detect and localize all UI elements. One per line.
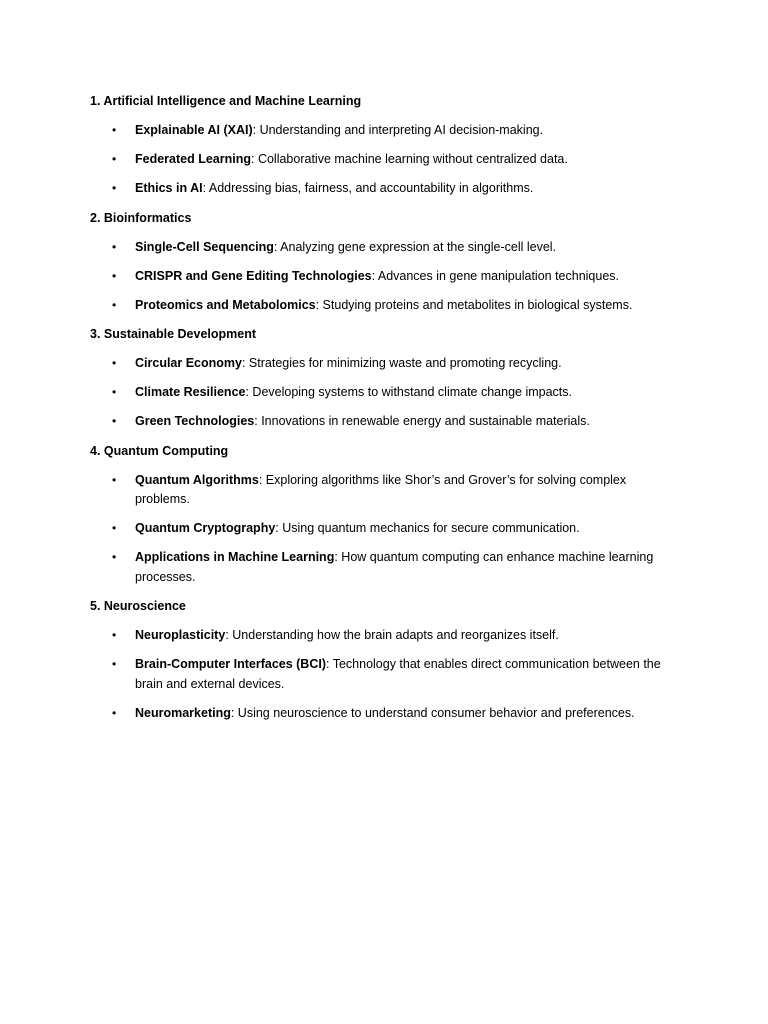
bullet-icon: • (112, 268, 117, 283)
list-item (90, 704, 680, 724)
list-item (90, 383, 680, 403)
list-item (90, 296, 680, 316)
item-description: : Strategies for minimizing waste and promoting recycling. (241, 356, 562, 370)
item-description: : Understanding and interpreting AI decision-making. (252, 123, 544, 137)
item-term: Brain-Computer Interfaces (BCI) (135, 657, 326, 671)
item-term: Single-Cell Sequencing (135, 239, 274, 254)
bullet-list (90, 121, 680, 199)
item-description: : Addressing bias, fairness, and accountability in algorithms. (202, 181, 534, 195)
bullet-icon: • (112, 239, 117, 254)
list-item (90, 412, 680, 432)
bullet-icon: • (112, 705, 117, 720)
bullet-icon: • (112, 657, 117, 671)
item-term: Proteomics and Metabolomics (135, 297, 316, 312)
bullet-icon: • (112, 550, 117, 564)
item-term: Neuromarketing (135, 705, 231, 720)
section-heading: 2. Bioinformatics (90, 210, 192, 225)
item-term: Federated Learning (135, 152, 251, 166)
bullet-icon: • (112, 152, 117, 166)
list-item (90, 519, 680, 539)
bullet-icon: • (112, 356, 117, 370)
item-description: : Advances in gene manipulation techniques. (371, 268, 620, 283)
item-description: : Innovations in renewable energy and sustainable materials. (254, 414, 590, 428)
section-heading: 4. Quantum Computing (90, 443, 229, 458)
list-item (90, 471, 680, 510)
bullet-icon: • (112, 521, 117, 535)
item-description: : Using quantum mechanics for secure communication. (275, 521, 580, 535)
item-term: Quantum Algorithms (135, 472, 259, 487)
item-description: : Using neuroscience to understand consumer behavior and preferences. (230, 705, 635, 720)
list-item (90, 626, 680, 646)
item-description: : Understanding how the brain adapts and reorganizes itself. (225, 628, 559, 642)
list-item (90, 655, 680, 694)
document-body (90, 92, 680, 733)
bullet-list (90, 471, 680, 588)
bullet-icon: • (112, 628, 117, 642)
item-description: : Technology that enables direct communication between the brain and external devices. (135, 657, 661, 691)
item-term: Climate Resilience (135, 385, 246, 399)
list-item (90, 121, 680, 141)
item-term: CRISPR and Gene Editing Technologies (135, 268, 372, 283)
item-description: : Studying proteins and metabolites in biological systems. (315, 297, 633, 312)
item-term: Circular Economy (135, 356, 242, 370)
list-item (90, 267, 680, 287)
bullet-list (90, 238, 680, 316)
list-item (90, 548, 680, 587)
item-term: Green Technologies (135, 414, 255, 428)
list-item (90, 354, 680, 374)
bullet-icon: • (112, 123, 117, 137)
item-term: Explainable AI (XAI) (135, 123, 253, 137)
list-item (90, 150, 680, 170)
section-heading: 3. Sustainable Development (90, 327, 257, 341)
item-term: Ethics in AI (135, 181, 203, 195)
bullet-icon: • (112, 414, 117, 428)
item-description: : Exploring algorithms like Shor’s and Grover’s for solving complex problems. (135, 472, 627, 506)
bullet-icon: • (112, 385, 117, 399)
bullet-icon: • (112, 297, 117, 312)
bullet-list (90, 354, 680, 432)
item-description: : Collaborative machine learning without centralized data. (251, 152, 568, 166)
list-item (90, 238, 680, 258)
item-term: Neuroplasticity (135, 628, 226, 642)
item-term: Applications in Machine Learning (135, 550, 335, 564)
section-heading: 5. Neuroscience (90, 599, 186, 613)
bullet-icon: • (112, 181, 117, 195)
bullet-icon: • (112, 472, 117, 487)
item-term: Quantum Cryptography (135, 521, 276, 535)
bullet-list (90, 626, 680, 723)
list-item (90, 179, 680, 199)
item-description: : Developing systems to withstand climate change impacts. (245, 385, 573, 399)
item-description: : How quantum computing can enhance machine learning processes. (135, 550, 654, 584)
section-heading: 1. Artificial Intelligence and Machine Learning (90, 94, 362, 108)
item-description: : Analyzing gene expression at the single-cell level. (273, 239, 557, 254)
